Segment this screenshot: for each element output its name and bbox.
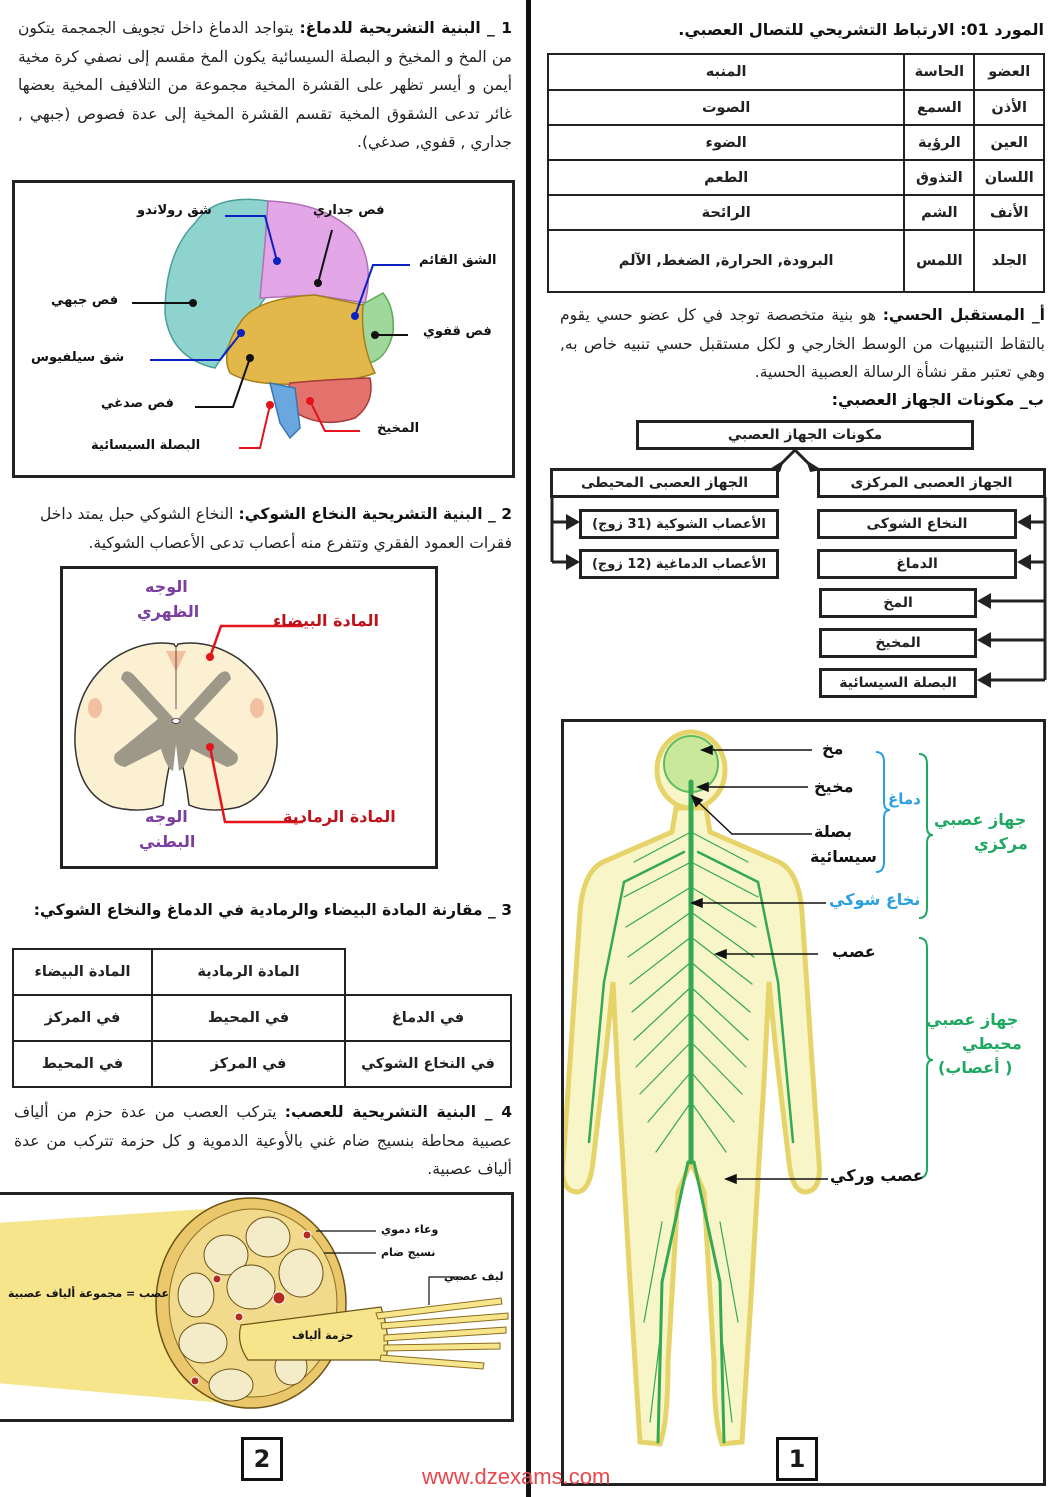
table-row [548,90,1044,125]
table-header: المادة البيضاء [13,949,152,995]
spinal-cord-figure [60,566,438,869]
label-medulla: البصلة السيسائية [91,438,201,453]
label-gray-matter: المادة الرمادية [283,807,396,826]
table-row [548,160,1044,195]
table-row [548,195,1044,230]
central-canal [172,719,180,724]
table-cell: الشم [904,195,974,230]
brainstem [270,383,300,438]
components-heading: ب_ مكونات الجهاز العصبي: [831,390,1044,409]
sensory-receptor-text: هو بنية متخصصة توجد في كل عضو حسي يقوم بالتقاط التنبيهات من الوسط الخارجي و لكل مستقبل حسي تنبيه خاص به, وهي تعتبر مقر نشأة الرسالة العصبية الحسية. [560,306,1045,381]
label-sylvius: شق سيلفيوس [31,350,125,365]
table-cell: الضوء [548,125,904,160]
label-white-matter: المادة البيضاء [273,611,379,630]
medulla-box: البصلة السيسائية [819,668,977,698]
page-divider [526,0,531,1497]
table-cell: الرائحة [548,195,904,230]
label-medulla-2: سيسائية [810,847,877,866]
label-pns-2: محيطي [962,1034,1022,1053]
brain-box: الدماغ [817,549,1017,579]
section2-term: 2 _ البنية التشريحية النخاع الشوكي: [238,505,512,523]
table-cell: الجلد [974,230,1044,292]
label-nerve: عصب [832,942,876,961]
label-brain-group: دماغ [888,790,921,808]
label-pns-1: جهاز عصبي [926,1010,1019,1029]
section1-paragraph [18,14,512,157]
section2-paragraph [40,500,512,557]
spinal-nerves-box: الأعصاب الشوكية (31 زوج) [579,509,779,539]
label-spinal-cord: نخاع شوكي [829,890,921,909]
cranial-nerves-box: الأعصاب الدماغية (12 زوج) [579,549,779,579]
table-header: المادة الرمادية [152,949,345,995]
label-nerve-definition: عصب = مجموعة ألياف عصبية [8,1287,170,1300]
label-nerve-fiber: ليف عصبي [444,1270,504,1283]
label-temporal: فص صدغي [101,396,174,411]
table-cell: اللسان [974,160,1044,195]
table-cell: في المركز [152,1041,345,1087]
label-occipital: فص قفوي [423,324,492,339]
sensory-receptor-term: أ_ المستقبل الحسي: [882,306,1045,324]
table-header: المنبه [548,54,904,90]
label-cns-2: مركزي [974,834,1028,853]
table-row [548,125,1044,160]
table-cell: في النخاع الشوكي [345,1041,511,1087]
label-vertical-fissure: الشق القائم [419,253,497,268]
table-cell: البرودة, الحرارة, الضغط, الآلم [548,230,904,292]
section1-term: 1 _ البنية التشريحية للدماغ: [299,19,512,37]
table-cell: الصوت [548,90,904,125]
nerve-structure-figure [0,1192,514,1422]
table-cell: الأذن [974,90,1044,125]
peripheral-system-box: الجهاز العصبى المحيطى [550,468,779,498]
section1-text: يتواجد الدماغ داخل تجويف الجمجمة يتكون من المخ و المخيخ و البصلة السيسائية يكون المخ مقسم إلى نصفي كرة مخية أيمن و أيسر تظهر على القشرة المخية مجموعة من التلافيف المخية بعضها غائر تدعى الشقوق المخية تقسم القشرة المخية إلى عدة فصوص (جبهي , جداري , قفوي, صدغي). [18,19,512,151]
table-header: العضو [974,54,1044,90]
resource-title: المورد 01: الارتباط التشريحي للتصال العصبي. [678,20,1044,39]
table-cell: الرؤية [904,125,974,160]
table-row [13,995,511,1041]
brain-figure [12,180,515,478]
label-frontal: فص جبهي [51,293,119,308]
label-medulla-1: بصلة [814,822,853,841]
table-header-row [13,949,511,995]
page-number-left: 2 [241,1437,283,1481]
table-row [13,1041,511,1087]
label-dorsal-1: الوجه [145,577,188,596]
bracket-braces [876,752,933,1178]
table-header-row [548,54,1044,90]
label-cerebellum: مخيخ [814,777,854,796]
table-cell: التذوق [904,160,974,195]
label-blood-vessel: وعاء دموي [381,1223,439,1236]
spinal-cord-box: النخاع الشوكى [817,509,1017,539]
label-rolando: شق رولاندو [137,203,212,218]
section2-text: النخاع الشوكي حبل يمتد داخل فقرات العمود الفقري وتتفرع منه أعصاب تدعى الأعصاب الشوكية. [40,505,512,552]
watermark-link[interactable]: www.dzexams.com [422,1464,611,1489]
table-cell: العين [974,125,1044,160]
sensory-receptor-paragraph [560,301,1045,387]
table-row [548,230,1044,292]
label-parietal: فص جداري [313,203,385,218]
page-number-right: 1 [776,1437,818,1481]
label-pns-3: ( أعصاب) [938,1058,1013,1077]
table-header-empty [345,949,511,995]
label-ventral-1: الوجه [145,807,188,826]
table-cell: في المركز [13,995,152,1041]
nerve-fibers [376,1298,508,1369]
senses-table [547,53,1045,293]
cerebrum-box: المخ [819,588,977,618]
label-fiber-bundle: حزمة ألياف [292,1329,354,1342]
section3-heading: 3 _ مقارنة المادة البيضاء والرمادية في الدماغ والنخاع الشوكي: [33,901,512,919]
label-cerebrum: مخ [822,739,844,758]
table-cell: السمع [904,90,974,125]
table-cell: الأنف [974,195,1044,230]
label-cerebellum: المخيخ [377,421,420,436]
label-connective-tissue: نسيج ضام [381,1246,436,1259]
cerebellum [288,378,371,422]
section4-term: 4 _ البنية التشريحية للعصب: [284,1103,512,1121]
table-cell: الطعم [548,160,904,195]
section4-text: يتركب العصب من عدة حزم من ألياف عصبية محاطة بنسيج ضام غني بالأوعية الدموية و كل حزمة تتركب من عدة ألياف عصبية. [14,1103,512,1178]
label-cns-1: جهاز عصبي [934,810,1027,829]
section4-paragraph [14,1098,512,1184]
label-ventral-2: البطني [139,832,196,851]
matter-comparison-table [12,948,512,1088]
label-dorsal-2: الظهري [137,602,200,621]
table-cell: اللمس [904,230,974,292]
cerebellum-box: المخيخ [819,628,977,658]
nervous-system-figure [561,719,1046,1486]
table-cell: في الدماغ [345,995,511,1041]
diagram-root-box: مكونات الجهاز العصبي [636,420,974,450]
label-sciatic: عصب وركي [830,1166,924,1185]
table-cell: في المحيط [13,1041,152,1087]
table-cell: في المحيط [152,995,345,1041]
table-header: الحاسة [904,54,974,90]
central-system-box: الجهاز العصبى المركزى [817,468,1046,498]
